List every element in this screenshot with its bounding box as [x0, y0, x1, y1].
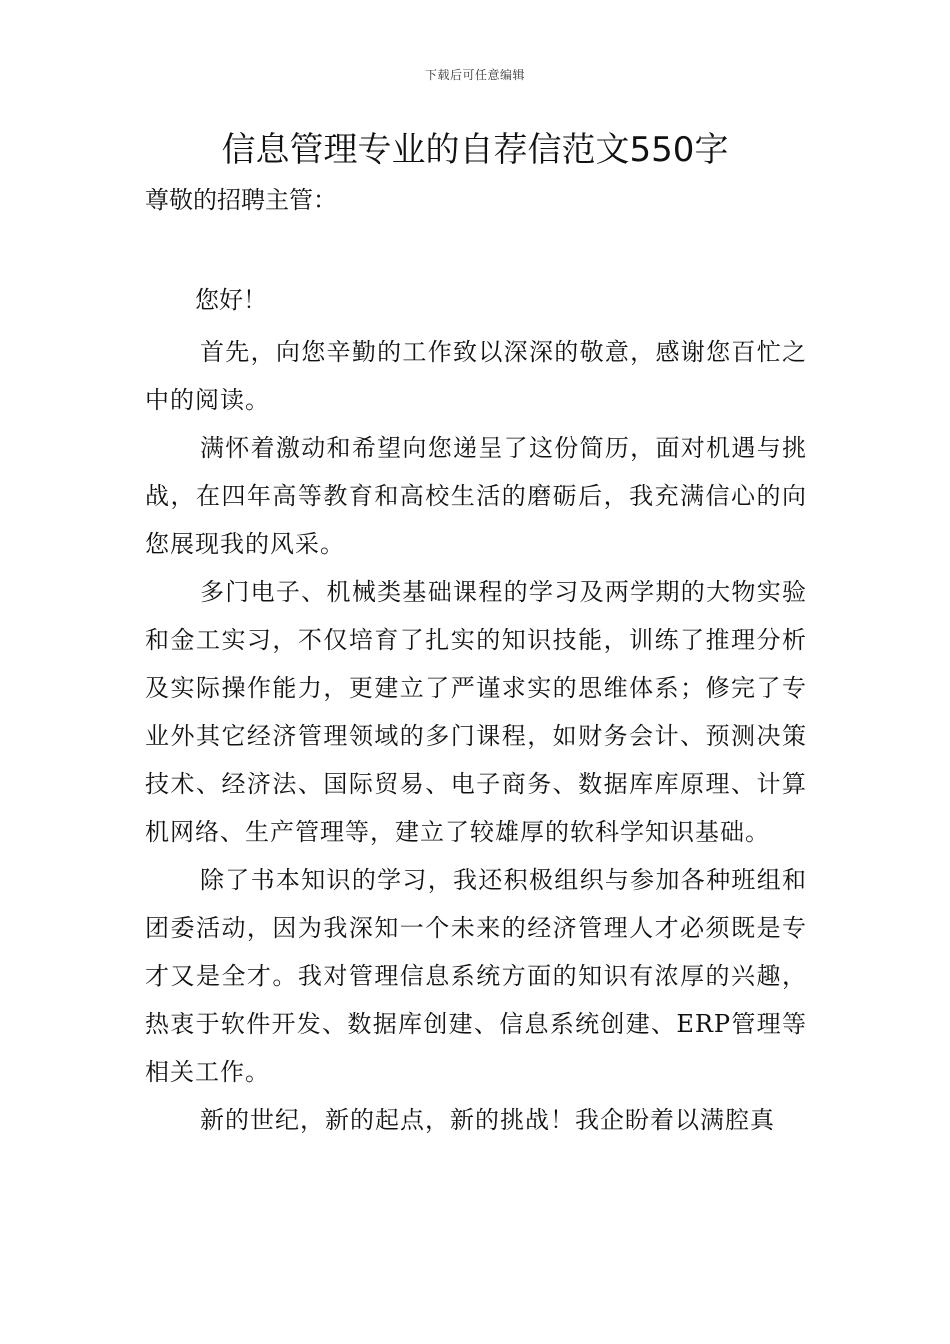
hello-line: 您好！: [195, 286, 267, 314]
paragraph: 除了书本知识的学习，我还积极组织与参加各种班组和团委活动，因为我深知一个未来的经济管理人才必须既是专才又是全才。我对管理信息系统方面的知识有浓厚的兴趣，热衷于软件开发、数据库创建、信息系统创建、ERP管理等相关工作。: [145, 866, 807, 1086]
paragraph: 首先，向您辛勤的工作致以深深的敬意，感谢您百忙之中的阅读。: [145, 338, 807, 414]
salutation: 尊敬的招聘主管：: [145, 186, 337, 214]
paragraph: 新的世纪，新的起点，新的挑战！我企盼着以满腔真: [200, 1106, 775, 1134]
document-title: 信息管理专业的自荐信范文550字: [221, 130, 729, 170]
paragraph: 多门电子、机械类基础课程的学习及两学期的大物实验和金工实习，不仅培育了扎实的知识技能，训练了推理分析及实际操作能力，更建立了严谨求实的思维体系；修完了专业外其它经济管理领域的多门课程，如财务会计、预测决策技术、经济法、国际贸易、电子商务、数据库库原理、计算机网络、生产管理等，建立了较雄厚的软科学知识基础。: [145, 578, 807, 846]
header-note: 下载后可任意编辑: [424, 68, 525, 82]
paragraph: 满怀着激动和希望向您递呈了这份简历，面对机遇与挑战，在四年高等教育和高校生活的磨砺后，我充满信心的向您展现我的风采。: [145, 434, 807, 558]
letter-body: [145, 328, 807, 1144]
